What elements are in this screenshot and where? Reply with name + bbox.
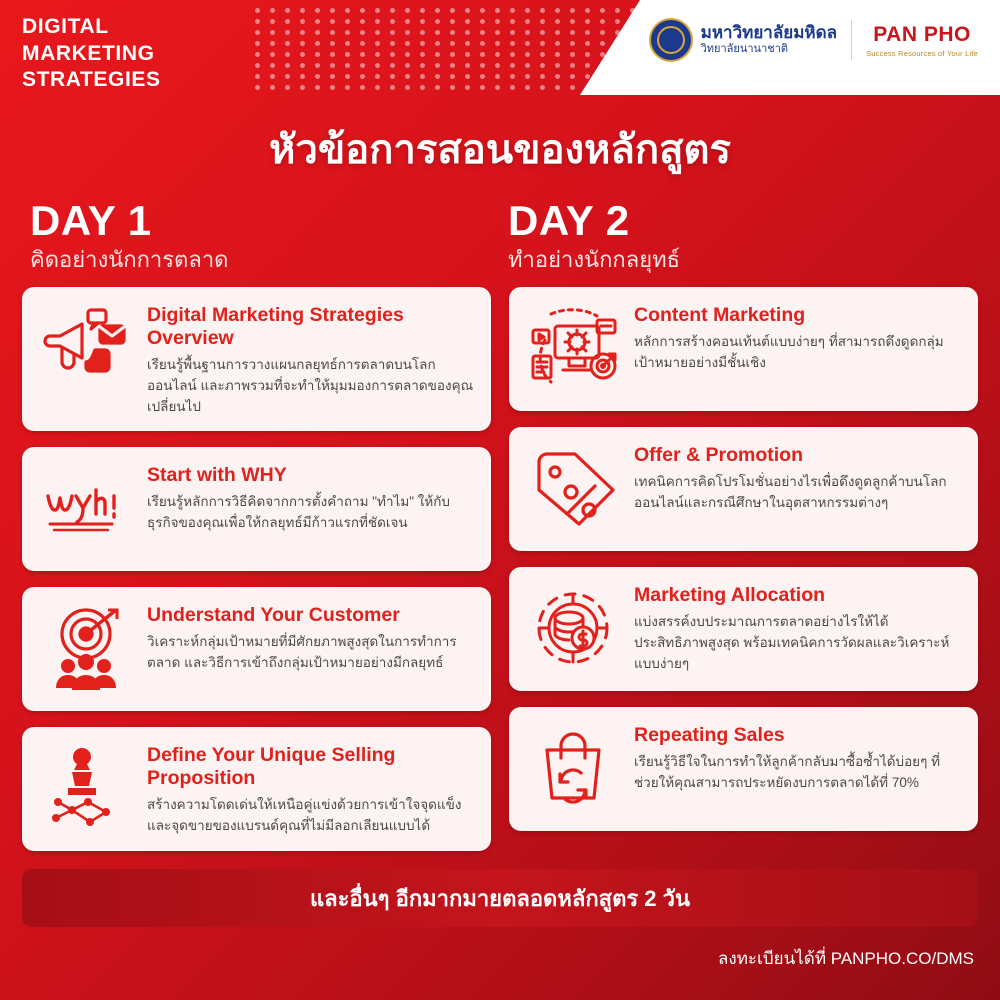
dot — [555, 74, 560, 79]
day-2-header — [500, 199, 978, 273]
dot — [375, 85, 380, 90]
dot — [600, 52, 605, 57]
day-1-header — [22, 199, 500, 273]
dot — [285, 85, 290, 90]
topic-card[interactable] — [22, 447, 491, 571]
day-2-label: DAY 2 — [508, 197, 630, 244]
dot — [600, 85, 605, 90]
dot — [345, 74, 350, 79]
dot — [540, 52, 545, 57]
dot — [495, 74, 500, 79]
dot — [345, 8, 350, 13]
topic-title: Define Your Unique Selling Proposition — [147, 744, 396, 790]
dot — [315, 30, 320, 35]
shopping-bag-repeat-icon — [525, 720, 621, 816]
dot — [480, 41, 485, 46]
dot — [420, 8, 425, 13]
dot — [540, 19, 545, 24]
dot — [285, 19, 290, 24]
topic-card-body — [147, 300, 475, 418]
dot — [255, 41, 260, 46]
dot — [375, 52, 380, 57]
topic-desc: เรียนรู้พื้นฐานการวางแผนกลยุทธ์การตลาดบนโลกออนไลน์ และภาพรวมที่จะทำให้มุมมองการตลาดของคุณเปลี่ยนไป — [147, 357, 474, 415]
panpho-logo — [866, 23, 978, 58]
dot — [405, 30, 410, 35]
dot — [255, 19, 260, 24]
dot — [420, 19, 425, 24]
dot — [525, 41, 530, 46]
dot — [585, 85, 590, 90]
dot — [420, 74, 425, 79]
dot — [540, 85, 545, 90]
dot — [270, 41, 275, 46]
dot — [525, 52, 530, 57]
dot — [555, 30, 560, 35]
dot — [300, 41, 305, 46]
dot — [615, 19, 620, 24]
dot — [465, 85, 470, 90]
dot — [510, 41, 515, 46]
dot — [465, 74, 470, 79]
dot — [330, 41, 335, 46]
dot — [375, 19, 380, 24]
dot — [510, 74, 515, 79]
dot — [345, 52, 350, 57]
dot — [555, 41, 560, 46]
day-headers — [0, 181, 1000, 273]
dot — [405, 8, 410, 13]
dot — [450, 19, 455, 24]
dot — [555, 8, 560, 13]
dot — [360, 8, 365, 13]
dot — [270, 63, 275, 68]
topic-desc: หลักการสร้างคอนเท้นต์แบบง่ายๆ ที่สามารถดึงดูดกลุ่มเป้าหมายอย่างมีชั้นเชิง — [634, 334, 944, 371]
dot — [270, 85, 275, 90]
dot — [435, 52, 440, 57]
dot — [330, 19, 335, 24]
dot — [255, 8, 260, 13]
dot — [450, 52, 455, 57]
dot — [600, 41, 605, 46]
discount-tag-icon — [525, 440, 621, 536]
dot — [435, 30, 440, 35]
dot — [315, 19, 320, 24]
dot — [480, 52, 485, 57]
topic-desc: วิเคราะห์กลุ่มเป้าหมายที่มีศักยภาพสูงสุดในการทำการตลาด และวิธีการเข้าถึงกลุ่มเป้าหมายอย่างมีกลยุทธ์ — [147, 634, 457, 671]
dot — [540, 41, 545, 46]
brand-title — [22, 14, 161, 94]
dot — [390, 8, 395, 13]
dot — [405, 19, 410, 24]
dot — [375, 30, 380, 35]
dot — [375, 74, 380, 79]
topic-desc: เรียนรู้วิธีใจในการทำให้ลูกค้ากลับมาซื้อซ้ำได้บ่อยๆ ที่ช่วยให้คุณสามารถประหยัดงบการตลาดได้ที่ 70% — [634, 754, 940, 791]
dot — [435, 41, 440, 46]
dot — [570, 52, 575, 57]
register-text: ลงทะเบียนได้ที่ PANPHO.CO/DMS — [717, 949, 974, 969]
dot — [255, 52, 260, 57]
dot — [420, 63, 425, 68]
dot — [510, 30, 515, 35]
university-name: มหาวิทยาลัยมหิดล — [700, 23, 838, 43]
dot — [360, 63, 365, 68]
day-1-column — [22, 287, 491, 851]
dot — [420, 85, 425, 90]
topic-card-body — [147, 460, 475, 534]
dot — [495, 85, 500, 90]
dot — [300, 52, 305, 57]
dot — [555, 85, 560, 90]
dot — [330, 30, 335, 35]
dot — [630, 52, 635, 57]
dot — [465, 30, 470, 35]
dot — [570, 85, 575, 90]
dot — [510, 85, 515, 90]
dot-pattern-decoration — [255, 8, 645, 88]
dot — [510, 52, 515, 57]
dot — [450, 85, 455, 90]
dot — [495, 41, 500, 46]
dot — [450, 74, 455, 79]
dot — [525, 85, 530, 90]
topic-title: Start with WHY — [147, 464, 287, 487]
dot — [300, 8, 305, 13]
dot — [510, 19, 515, 24]
dot — [570, 41, 575, 46]
dot — [390, 74, 395, 79]
dot — [525, 30, 530, 35]
megaphone-icon — [38, 300, 134, 396]
dot — [405, 63, 410, 68]
mahidol-seal-icon — [649, 18, 693, 62]
topic-card[interactable] — [509, 427, 978, 551]
dot — [450, 8, 455, 13]
day-1-subtitle: คิดอย่างนักการตลาด — [30, 247, 229, 273]
dot — [495, 63, 500, 68]
target-audience-icon — [38, 600, 134, 696]
dot — [330, 74, 335, 79]
dot — [600, 63, 605, 68]
dot — [540, 30, 545, 35]
dot — [585, 19, 590, 24]
dot — [525, 74, 530, 79]
dot — [405, 74, 410, 79]
dot — [255, 63, 260, 68]
dot — [570, 19, 575, 24]
topic-card[interactable] — [22, 287, 491, 431]
dot — [435, 74, 440, 79]
dot — [480, 74, 485, 79]
topic-card[interactable] — [22, 727, 491, 851]
dot — [585, 74, 590, 79]
dot — [285, 8, 290, 13]
dot — [285, 41, 290, 46]
topic-title: Repeating Sales — [634, 724, 785, 747]
dot — [255, 85, 260, 90]
dot — [555, 19, 560, 24]
dot — [570, 8, 575, 13]
dot — [450, 41, 455, 46]
dot — [495, 30, 500, 35]
dot — [435, 85, 440, 90]
dot — [525, 63, 530, 68]
dot — [585, 8, 590, 13]
dot — [435, 63, 440, 68]
dot — [285, 74, 290, 79]
dot — [285, 63, 290, 68]
dot — [420, 30, 425, 35]
topic-card-body — [634, 720, 962, 794]
dot — [300, 74, 305, 79]
dot — [570, 63, 575, 68]
dot — [540, 74, 545, 79]
dot — [315, 85, 320, 90]
topic-card-body — [147, 740, 475, 837]
dot — [465, 52, 470, 57]
dot — [345, 85, 350, 90]
dot — [480, 85, 485, 90]
dot — [420, 52, 425, 57]
topic-desc: สร้างความโดดเด่นให้เหนือคู่แข่งด้วยการเข้าใจจุดแข็ง และจุดขายของแบรนด์คุณที่ไม่มีลอกเลียนแบบได้ — [147, 797, 462, 834]
dot — [360, 41, 365, 46]
dot — [375, 8, 380, 13]
dot — [615, 41, 620, 46]
dot — [345, 63, 350, 68]
dot — [300, 85, 305, 90]
dot — [300, 63, 305, 68]
dot — [450, 30, 455, 35]
dot — [615, 8, 620, 13]
dot — [480, 63, 485, 68]
dot — [330, 85, 335, 90]
dot — [615, 74, 620, 79]
dot — [570, 74, 575, 79]
dot — [360, 19, 365, 24]
brand-title-line-1: DIGITAL — [22, 15, 109, 38]
dot — [300, 19, 305, 24]
panpho-tagline: Success Resources of Your Life — [866, 48, 978, 58]
topic-card-body — [634, 300, 962, 374]
day-2-column — [509, 287, 978, 851]
topic-card-body — [634, 580, 962, 675]
content-monitor-icon — [525, 300, 621, 396]
topic-title: Content Marketing — [634, 304, 806, 327]
dot — [390, 63, 395, 68]
dot — [495, 8, 500, 13]
dot — [390, 30, 395, 35]
dot — [600, 8, 605, 13]
why-handwriting-icon — [38, 460, 134, 556]
logo-block — [649, 18, 978, 62]
chess-strategy-icon — [38, 740, 134, 836]
dot — [600, 19, 605, 24]
dot — [360, 85, 365, 90]
dot — [600, 74, 605, 79]
dot — [390, 19, 395, 24]
dot — [270, 8, 275, 13]
topic-card[interactable] — [509, 567, 978, 691]
dot — [555, 52, 560, 57]
dot — [480, 8, 485, 13]
dot — [480, 19, 485, 24]
dot — [330, 8, 335, 13]
topic-title: Understand Your Customer — [147, 604, 400, 627]
dot — [330, 63, 335, 68]
dot — [375, 63, 380, 68]
dot — [270, 19, 275, 24]
brand-title-line-3: STRATEGIES — [22, 68, 161, 92]
dot — [465, 63, 470, 68]
dot — [405, 85, 410, 90]
dot — [330, 52, 335, 57]
dot — [345, 19, 350, 24]
panpho-name: PAN PHO — [873, 22, 971, 46]
dot — [390, 52, 395, 57]
header — [0, 0, 1000, 95]
topic-title: Marketing Allocation — [634, 584, 826, 607]
dot — [345, 30, 350, 35]
footer-banner-text: และอื่นๆ อีกมากมายตลอดหลักสูตร 2 วัน — [309, 885, 691, 911]
topic-desc: เรียนรู้หลักการวิธีคิดจากการตั้งคำถาม "ทำไม" ให้กับธุรกิจของคุณเพื่อให้กลยุทธ์มีก้าวแรกที่ชัดเจน — [147, 494, 451, 531]
dot — [570, 30, 575, 35]
dot — [405, 52, 410, 57]
dot — [315, 74, 320, 79]
dot — [525, 8, 530, 13]
dot — [465, 19, 470, 24]
topic-card[interactable] — [509, 287, 978, 411]
dot — [270, 30, 275, 35]
dot — [630, 41, 635, 46]
dot — [315, 63, 320, 68]
dot — [540, 8, 545, 13]
dot — [405, 41, 410, 46]
dot — [555, 63, 560, 68]
day-2-subtitle: ทำอย่างนักกลยุทธ์ — [508, 247, 681, 273]
dot — [315, 52, 320, 57]
topic-card[interactable] — [22, 587, 491, 711]
dot — [420, 41, 425, 46]
dot — [285, 30, 290, 35]
dot — [540, 63, 545, 68]
topic-card-body — [634, 440, 962, 514]
dot — [270, 52, 275, 57]
topic-title: Digital Marketing Strategies Overview — [147, 304, 404, 350]
dot — [615, 52, 620, 57]
dot — [510, 63, 515, 68]
dot — [585, 63, 590, 68]
dot — [360, 30, 365, 35]
topic-columns — [0, 273, 1000, 851]
dot — [510, 8, 515, 13]
dot — [585, 30, 590, 35]
dot — [315, 41, 320, 46]
dot — [495, 19, 500, 24]
dot — [480, 30, 485, 35]
dot — [630, 30, 635, 35]
dot — [465, 41, 470, 46]
dot — [285, 52, 290, 57]
dot — [495, 52, 500, 57]
brand-title-line-2: MARKETING — [22, 41, 155, 65]
dot — [270, 74, 275, 79]
university-subname: วิทยาลัยนานาชาติ — [700, 42, 789, 55]
dot — [255, 74, 260, 79]
dot — [585, 41, 590, 46]
mahidol-logo — [649, 18, 837, 62]
dot — [390, 41, 395, 46]
dot — [525, 19, 530, 24]
budget-allocation-icon — [525, 580, 621, 676]
dot — [465, 8, 470, 13]
dot — [300, 30, 305, 35]
dot — [630, 19, 635, 24]
dot — [375, 41, 380, 46]
footer-banner — [22, 869, 978, 927]
dot — [450, 63, 455, 68]
dot — [255, 30, 260, 35]
dot — [630, 8, 635, 13]
dot — [600, 30, 605, 35]
dot — [435, 19, 440, 24]
topic-title: Offer & Promotion — [634, 444, 803, 467]
logo-divider — [851, 20, 852, 60]
topic-card-body — [147, 600, 475, 674]
dot — [390, 85, 395, 90]
dot — [360, 52, 365, 57]
dot — [345, 41, 350, 46]
topic-card[interactable] — [509, 707, 978, 831]
dot — [585, 52, 590, 57]
topic-desc: เทคนิคการคิดโปรโมชั่นอย่างไรเพื่อดึงดูดลูกค้าบนโลกออนไลน์และกรณีศึกษาในอุตสาหกรรมต่างๆ — [634, 474, 947, 511]
dot — [315, 8, 320, 13]
dot — [435, 8, 440, 13]
day-1-label: DAY 1 — [30, 197, 152, 244]
page-title: หัวข้อการสอนของหลักสูตร — [268, 128, 731, 172]
dot — [615, 63, 620, 68]
dot — [360, 74, 365, 79]
topic-desc: แบ่งสรรค์งบประมาณการตลาดอย่างไรให้ได้ประสิทธิภาพสูงสุด พร้อมเทคนิคการวัดผลและวิเคราะห์แบบง่ายๆ — [634, 614, 950, 672]
dot — [615, 30, 620, 35]
